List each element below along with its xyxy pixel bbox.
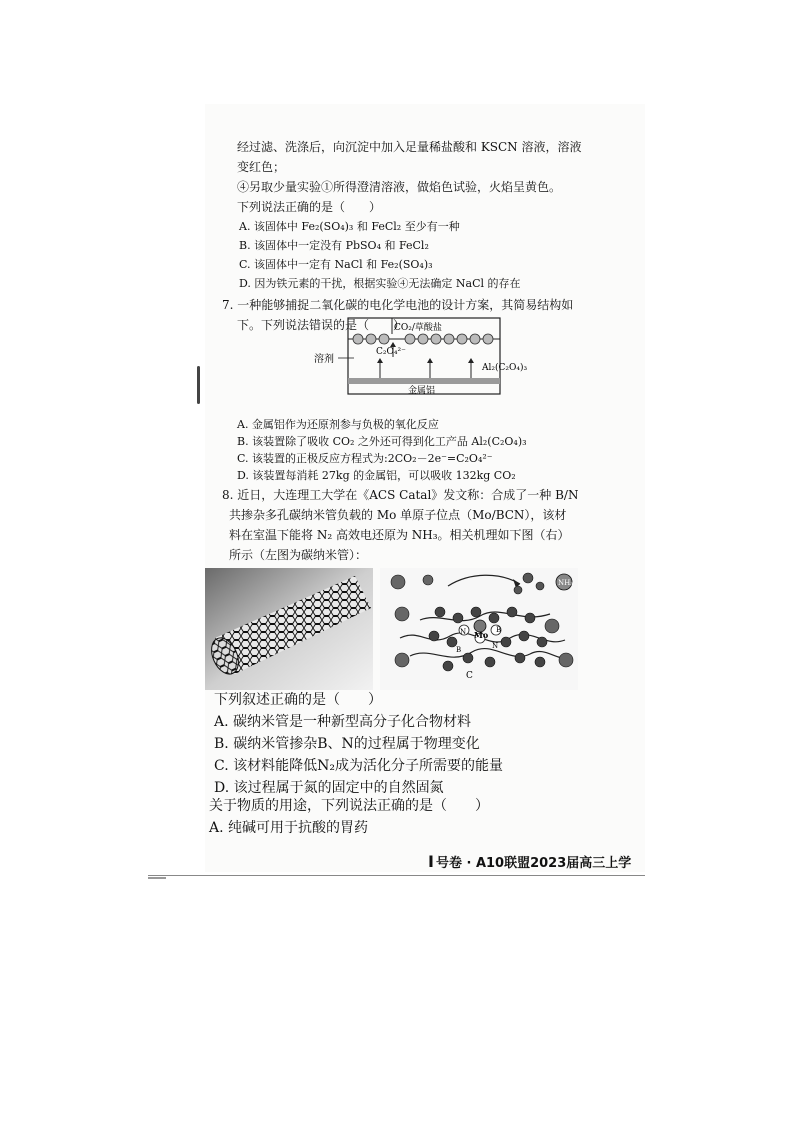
label-n1: N — [460, 628, 467, 636]
label-n2: N — [492, 642, 499, 650]
option-c: C. 该固体中一定有 NaCl 和 Fe₂(SO₄)₃ — [239, 258, 433, 271]
text-line: 变红色； — [237, 160, 286, 174]
footer — [428, 852, 631, 871]
q9-stem: 关于物质的用途，下列说法正确的是（ ） — [209, 798, 489, 814]
page-divider-mark — [148, 877, 166, 879]
label-nh3: NH₃ — [558, 579, 574, 587]
text-line: ④另取少量实验①所得澄清溶液，做焰色试验，火焰呈黄色。 — [237, 180, 562, 194]
carbon-nanotube-image — [205, 568, 373, 690]
label-b2: B — [456, 646, 462, 654]
q7-option-a: A. 金属铝作为还原剂参与负极的氧化反应 — [237, 418, 439, 431]
diagram-right-label: Al₂(C₂O₄)₃ — [482, 363, 528, 373]
option-d: D. 因为铁元素的干扰，根据实验④无法确定 NaCl 的存在 — [239, 277, 521, 290]
option-a: A. 该固体中 Fe₂(SO₄)₃ 和 FeCl₂ 至少有一种 — [239, 220, 460, 233]
q7-option-c: C. 该装置的正极反应方程式为:2CO₂－2e⁻=C₂O₄²⁻ — [237, 452, 493, 465]
q8-stem: 8. 近日，大连理工大学在《ACS Catal》发文称：合成了一种 B/N — [222, 488, 579, 502]
label-c: C — [466, 671, 473, 681]
diagram-left-label: 溶剂 — [314, 354, 334, 365]
q7-stem: 7. 一种能够捕捉二氧化碳的电化学电池的设计方案，其简易结构如 — [222, 298, 574, 312]
q8-option-c: C. 该材料能降低N₂成为活化分子所需要的能量 — [214, 758, 503, 774]
q7-option-b: B. 该装置除了吸收 CO₂ 之外还可得到化工产品 Al₂(C₂O₄)₃ — [237, 435, 527, 448]
q8-option-b: B. 碳纳米管掺杂B、N的过程属于物理变化 — [214, 736, 480, 752]
option-b: B. 该固体中一定没有 PbSO₄ 和 FeCl₂ — [239, 239, 429, 252]
scan-edge-mark — [197, 366, 200, 404]
q8-option-d: D. 该过程属于氮的固定中的自然固氮 — [214, 780, 444, 796]
battery-diagram — [310, 316, 540, 400]
q8-stem: 所示（左图为碳纳米管）： — [229, 548, 368, 562]
text-line: 经过滤、洗涤后，向沉淀中加入足量稀盐酸和 KSCN 溶液，溶液 — [237, 140, 582, 154]
mechanism-figure — [380, 568, 578, 690]
q8-stem: 料在室温下能将 N₂ 高效电还原为 NH₃。相关机理如下图（右） — [229, 528, 570, 542]
label-b1: B — [496, 626, 502, 634]
diagram-ion-label: C₂O₄²⁻ — [376, 347, 406, 357]
diagram-top-label: CO₂/草酸盐 — [394, 323, 442, 333]
q7-stem: 下。下列说法错误的是（ ） — [237, 318, 406, 332]
q8-stem: 共掺杂多孔碳纳米管负载的 Mo 单原子位点（Mo/BCN），该材 — [229, 508, 567, 522]
label-mo: Mo — [474, 630, 489, 640]
q8-question: 下列叙述正确的是（ ） — [214, 692, 382, 708]
q9-option-a: A. 纯碱可用于抗酸的胃药 — [209, 820, 369, 836]
q7-option-d: D. 该装置每消耗 27kg 的金属铝，可以吸收 132kg CO₂ — [237, 469, 516, 482]
diagram-bottom-label: 金属铝 — [408, 386, 436, 396]
footer-text: 号卷 · A10联盟2023届高三上学 — [435, 856, 632, 871]
page-divider — [148, 875, 645, 876]
q8-option-a: A. 碳纳米管是一种新型高分子化合物材料 — [214, 714, 472, 730]
question-prompt: 下列说法正确的是（ ） — [237, 200, 382, 214]
footer-brush-mark: I — [428, 852, 434, 871]
